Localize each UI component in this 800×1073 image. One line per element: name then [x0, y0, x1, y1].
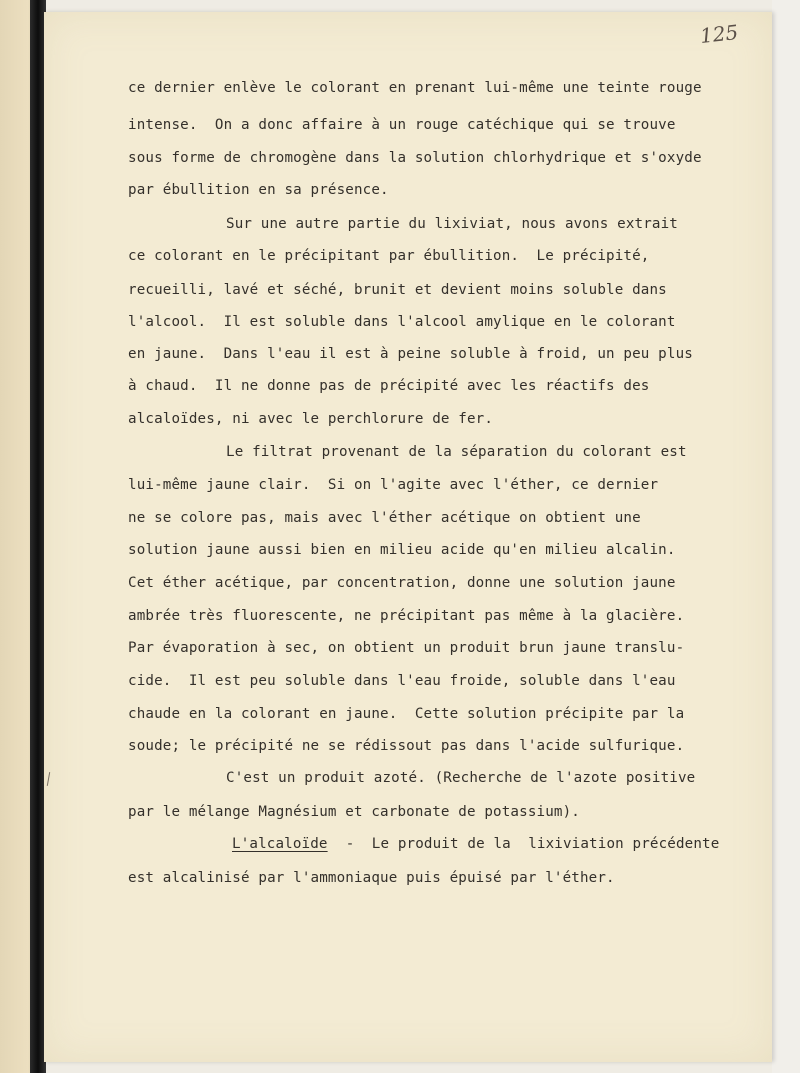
text-line: recueilli, lavé et séché, brunit et devient moins soluble dans [128, 282, 667, 298]
section-heading: L'alcaloïde [232, 836, 328, 852]
text-line: Par évaporation à sec, on obtient un produit brun jaune translu- [128, 640, 685, 656]
text-line: Le filtrat provenant de la séparation du colorant est [226, 444, 687, 460]
text-line: - Le produit de la lixiviation précédente [337, 836, 720, 852]
text-line: est alcalinisé par l'ammoniaque puis épuisé par l'éther. [128, 870, 615, 886]
text-line: ce colorant en le précipitant par ébullition. Le précipité, [128, 248, 650, 264]
text-line: intense. On a donc affaire à un rouge catéchique qui se trouve [128, 117, 676, 133]
background-strip [772, 0, 800, 1073]
text-line: Sur une autre partie du lixiviat, nous avons extrait [226, 216, 678, 232]
text-line: soude; le précipité ne se rédissout pas dans l'acide sulfurique. [128, 738, 685, 754]
text-line: par ébullition en sa présence. [128, 182, 389, 198]
text-line: ambrée très fluorescente, ne précipitant pas même à la glacière. [128, 608, 685, 624]
text-line: lui-même jaune clair. Si on l'agite avec l'éther, ce dernier [128, 477, 659, 493]
text-line: l'alcool. Il est soluble dans l'alcool amylique en le colorant [128, 314, 676, 330]
text-line: en jaune. Dans l'eau il est à peine soluble à froid, un peu plus [128, 346, 693, 362]
text-line: par le mélange Magnésium et carbonate de potassium). [128, 804, 580, 820]
document-page [44, 12, 772, 1062]
text-line: cide. Il est peu soluble dans l'eau froide, soluble dans l'eau [128, 673, 676, 689]
text-line: Cet éther acétique, par concentration, donne une solution jaune [128, 575, 676, 591]
text-line: chaude en la colorant en jaune. Cette solution précipite par la [128, 706, 685, 722]
text-line: ne se colore pas, mais avec l'éther acétique on obtient une [128, 510, 641, 526]
text-line: à chaud. Il ne donne pas de précipité avec les réactifs des [128, 378, 650, 394]
text-line: ce dernier enlève le colorant en prenant lui-même une teinte rouge [128, 80, 702, 96]
text-line: C'est un produit azoté. (Recherche de l'azote positive [226, 770, 696, 786]
text-line: alcaloïdes, ni avec le perchlorure de fer. [128, 411, 494, 427]
text-line: sous forme de chromogène dans la solution chlorhydrique et s'oxyde [128, 150, 702, 166]
page-number: 125 [698, 20, 740, 48]
text-line: solution jaune aussi bien en milieu acide qu'en milieu alcalin. [128, 542, 676, 558]
